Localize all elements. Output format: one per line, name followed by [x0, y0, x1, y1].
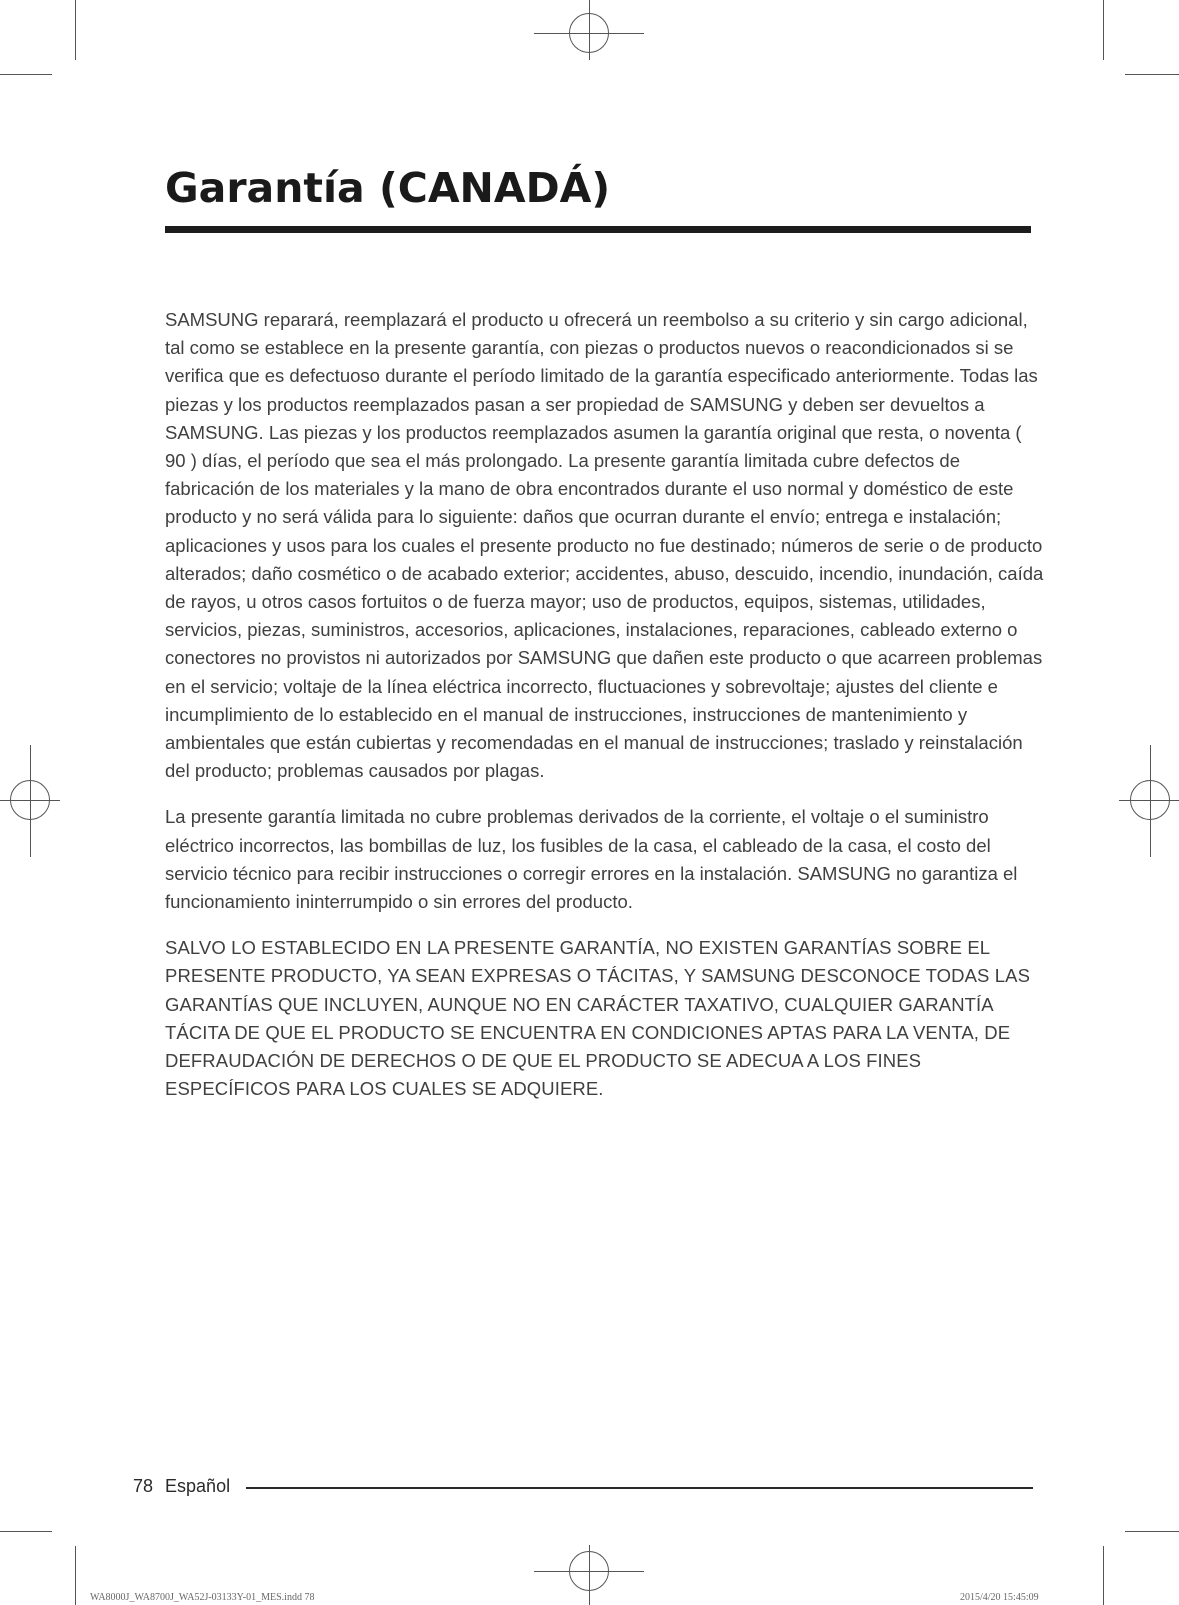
footer-rule — [246, 1487, 1033, 1489]
crop-mark — [1103, 0, 1104, 60]
crop-mark — [1125, 74, 1179, 75]
registration-circle — [10, 780, 50, 820]
crop-mark — [75, 1546, 76, 1605]
paragraph: La presente garantía limitada no cubre problemas derivados de la corriente, el voltaje o el suministro eléctrico incorrectos, las bombillas de luz, los fusibles de la casa, el cableado de la casa, el costo del servicio técnico para recibir instrucciones o corregir errores en la instalación. SAMSUNG no garantiza el funcionamiento ininterrumpido o sin errores del producto. — [165, 806, 1018, 913]
registration-circle — [569, 1551, 609, 1591]
page-footer — [133, 1475, 1033, 1497]
paragraph-disclaimer: SALVO LO ESTABLECIDO EN LA PRESENTE GARANTÍA, NO EXISTEN GARANTÍAS SOBRE EL PRESENTE PRODUCTO, YA SEAN EXPRESAS O TÁCITAS, Y SAMSUNG DESCONOCE TODAS LAS GARANTÍAS QUE INCLUYEN, AUNQUE NO EN CARÁCTER TAXATIVO, CUALQUIER GARANTÍA TÁCITA DE QUE EL PRODUCTO SE ENCUENTRA EN CONDICIONES APTAS PARA LA VENTA, DE DEFRAUDACIÓN DE DERECHOS O DE QUE EL PRODUCTO SE ADECUA A LOS FINES ESPECÍFICOS PARA LOS CUALES SE ADQUIERE. — [165, 937, 1031, 1100]
registration-circle — [569, 13, 609, 53]
slug-filename: WA8000J_WA8700J_WA52J-03133Y-01_MES.indd 78 — [90, 1592, 315, 1603]
page-number: 78 — [133, 1475, 154, 1496]
crop-mark — [1103, 1546, 1104, 1605]
crop-mark — [0, 74, 52, 75]
page-title: Garantía (CANADÁ) — [165, 164, 611, 212]
crop-mark — [0, 1531, 52, 1532]
footer-language: Español — [165, 1475, 231, 1496]
registration-circle — [1130, 780, 1170, 820]
paragraph: SAMSUNG reparará, reemplazará el producto u ofrecerá un reembolso a su criterio y sin cargo adicional, tal como se establece en la presente garantía, con piezas o productos nuevos o reacondicionados si se verifica que es defectuoso durante el período limitado de la garantía especificado anteriormente. Todas las piezas y los productos reemplazados pasan a ser propiedad de SAMSUNG y deben ser devueltos a SAMSUNG. Las piezas y los productos reemplazados asumen la garantía original que resta, o noventa ( 90 ) días, el período que sea el más prolongado. La presente garantía limitada cubre defectos de fabricación de los materiales y la mano de obra encontrados durante el uso normal y doméstico de este producto y no será válida para lo siguiente: daños que ocurran durante el envío; entrega e instalación; aplicaciones y usos para los cuales el presente producto no fue destinado; números de serie o de producto alterados; daño cosmético o de acabado exterior; accidentes, abuso, descuido, incendio, inundación, caída de rayos, u otros casos fortuitos o de fuerza mayor; uso de productos, equipos, sistemas, utilidades, servicios, piezas, suministros, accesorios, aplicaciones, instalaciones, reparaciones, cableado externo o conectores no provistos ni autorizados por SAMSUNG que dañen este producto o que acarreen problemas en el servicio; voltaje de la línea eléctrica incorrecto, fluctuaciones y sobrevoltaje; ajustes del cliente e incumplimiento de lo establecido en el manual de instrucciones, instrucciones de mantenimiento y ambientales que están cubiertas y recomendadas en el manual de instrucciones; traslado y reinstalación del producto; problemas causados por plagas. — [165, 309, 1044, 782]
slug-timestamp: 2015/4/20 15:45:09 — [960, 1592, 1039, 1603]
title-rule — [165, 226, 1031, 233]
crop-mark — [75, 0, 76, 60]
crop-mark — [1125, 1531, 1179, 1532]
warranty-text — [165, 306, 1045, 1121]
